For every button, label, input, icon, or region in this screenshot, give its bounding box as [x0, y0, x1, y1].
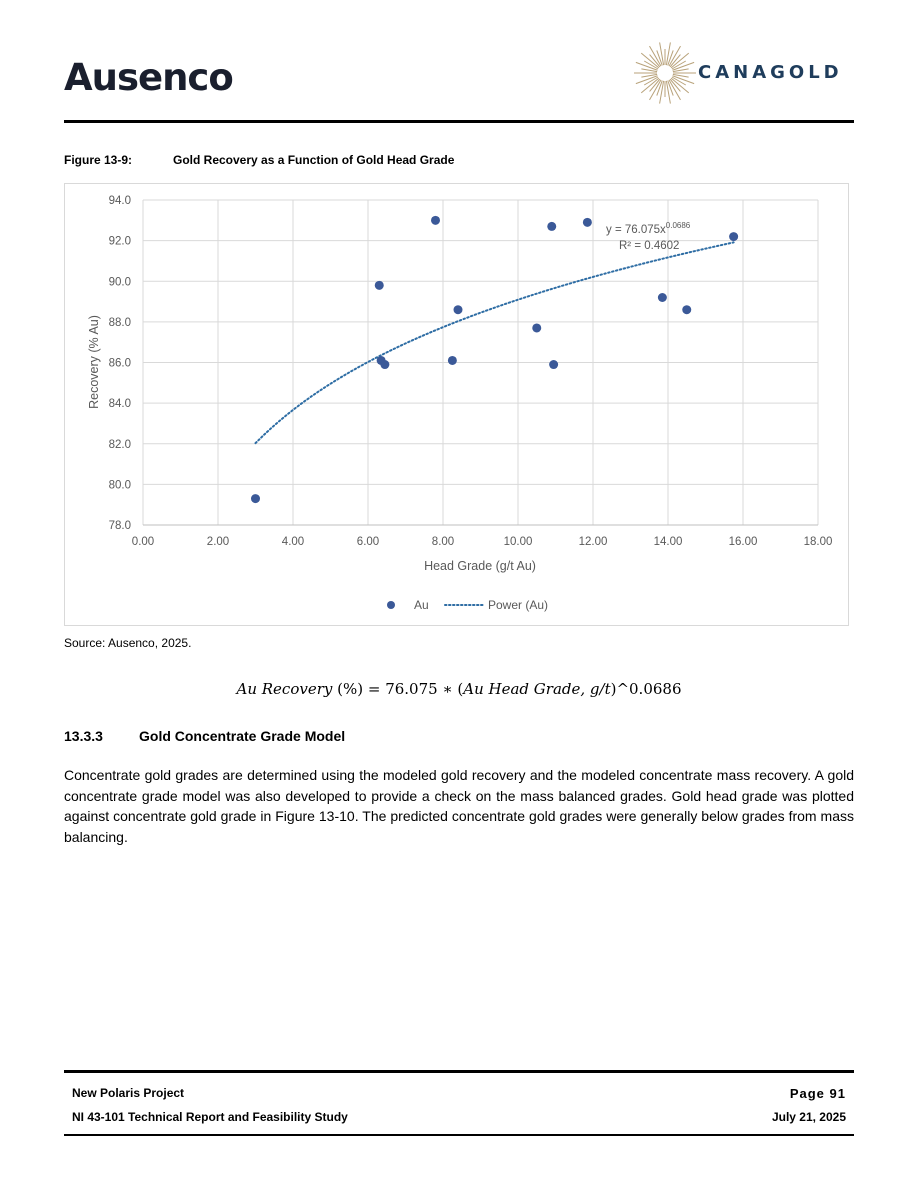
- y-axis-label: Recovery (% Au): [87, 315, 101, 409]
- y-tick-label: 90.0: [108, 276, 131, 289]
- sunburst-ray: [666, 42, 670, 65]
- x-axis-label: Head Grade (g/t Au): [424, 559, 536, 573]
- x-tick-label: 14.00: [653, 536, 683, 548]
- y-tick-label: 92.0: [108, 235, 131, 248]
- data-point: [375, 281, 384, 290]
- data-point: [549, 360, 558, 369]
- data-points: [251, 216, 738, 503]
- section-body: Concentrate gold grades are determined using the modeled gold recovery and the modeled concentrate mass recovery. A gold concentrate grade model was also developed to provide a check on the mass balanced grades. Gold head grade was plotted against concentrate gold grade in Figure 13-10. The predicted concentrate gold grades were generally below grades from mass balancing.: [64, 767, 854, 845]
- x-tick-label: 18.00: [803, 536, 833, 548]
- sunburst-ray: [660, 81, 664, 104]
- data-point: [547, 222, 556, 231]
- data-point: [583, 218, 592, 227]
- x-tick-label: 10.00: [503, 536, 533, 548]
- y-tick-label: 84.0: [108, 398, 131, 411]
- y-tick-label: 94.0: [108, 195, 131, 207]
- header-rule: [64, 120, 854, 123]
- footer-rule-top: [64, 1070, 854, 1073]
- y-tick-label: 78.0: [108, 520, 131, 532]
- legend-au-label: Au: [414, 598, 429, 612]
- figure-title: Gold Recovery as a Function of Gold Head Grade: [173, 153, 455, 167]
- x-tick-label: 2.00: [206, 536, 230, 548]
- footer-date: July 21, 2025: [771, 1110, 846, 1124]
- footer-page-number: Page 91: [789, 1086, 846, 1101]
- footer-rule-bottom: [64, 1134, 854, 1136]
- x-tick-label: 0.00: [131, 536, 155, 548]
- data-point: [729, 232, 738, 241]
- x-tick-label: 12.00: [578, 536, 608, 548]
- data-point: [682, 305, 691, 314]
- x-tick-label: 16.00: [728, 536, 758, 548]
- legend-au-marker: [387, 601, 395, 609]
- sunburst-ray: [666, 81, 670, 104]
- legend-power-label: Power (Au): [488, 598, 549, 612]
- chart-grid: [143, 200, 818, 525]
- section-number: 13.3.3: [64, 728, 103, 744]
- x-tick-label: 4.00: [281, 536, 305, 548]
- y-tick-label: 86.0: [108, 357, 131, 370]
- data-point: [448, 356, 457, 365]
- footer-project: New Polaris Project: [72, 1086, 185, 1100]
- chart-frame: [64, 183, 849, 626]
- figure-source: Source: Ausenco, 2025.: [64, 636, 192, 650]
- section-title: Gold Concentrate Grade Model: [139, 728, 346, 744]
- canagold-logo: CANAGOLD: [698, 62, 843, 83]
- trend-equation: $y = 76.075x^{0.0686}$: [606, 221, 691, 236]
- sunburst-ray: [660, 42, 664, 65]
- recovery-chart: [65, 184, 850, 627]
- recovery-equation: Au Recovery (%) = 76.075 ∗ (Au Head Grade, g/t)^0.0686: [236, 680, 682, 698]
- data-point: [454, 305, 463, 314]
- data-point: [380, 360, 389, 369]
- data-point: [532, 323, 541, 332]
- data-point: [251, 494, 260, 503]
- ausenco-logo: Ausenco: [64, 56, 233, 99]
- data-point: [431, 216, 440, 225]
- power-trendline: [256, 242, 734, 443]
- y-tick-label: 88.0: [108, 316, 131, 329]
- y-tick-label: 82.0: [108, 438, 131, 451]
- figure-number: Figure 13-9:: [64, 153, 133, 167]
- y-tick-label: 80.0: [108, 479, 131, 492]
- footer-report: NI 43-101 Technical Report and Feasibility Study: [72, 1110, 348, 1124]
- data-point: [658, 293, 667, 302]
- trend-r-squared: R² = 0.4602: [619, 240, 680, 252]
- tick-labels: [109, 195, 833, 548]
- canagold-sunburst-icon: [632, 40, 698, 106]
- x-tick-label: 6.00: [356, 536, 380, 548]
- x-tick-label: 8.00: [431, 536, 455, 548]
